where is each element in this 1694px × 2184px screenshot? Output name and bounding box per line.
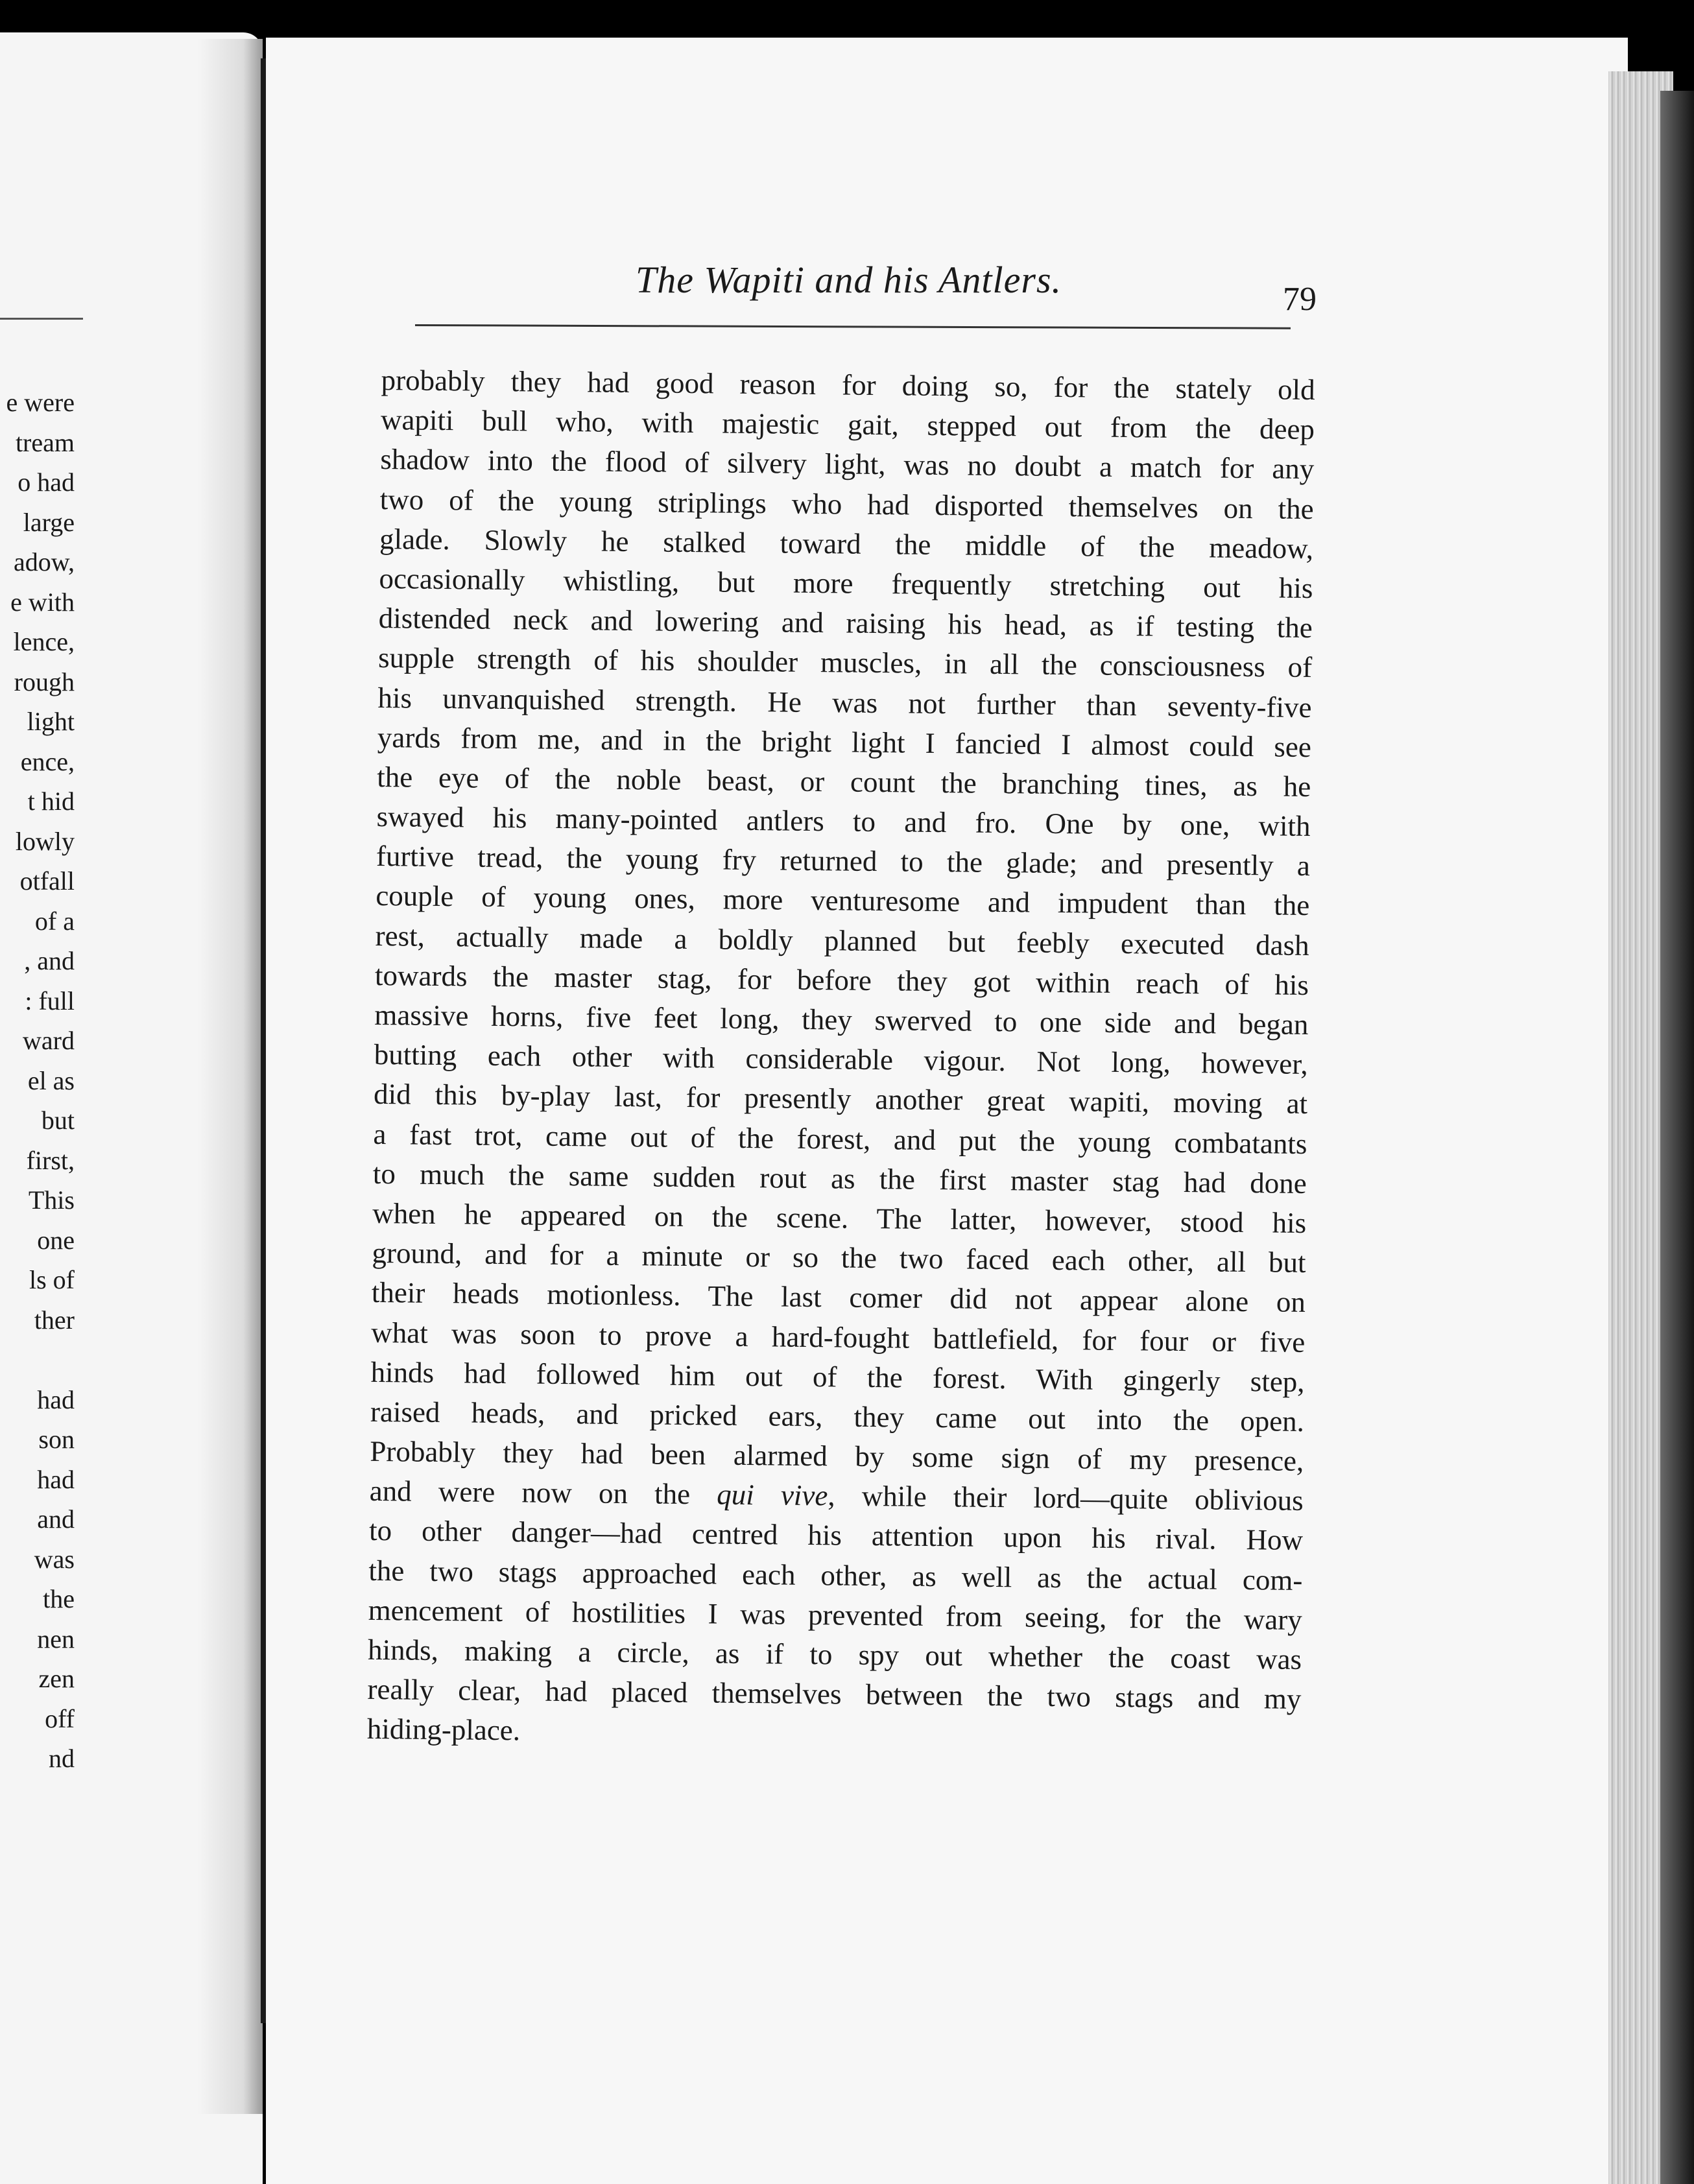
text-line: ground, and for a minute or so the two faced each other, all but bbox=[372, 1237, 1306, 1279]
page-number: 79 bbox=[1283, 281, 1317, 318]
text-line: raised heads, and pricked ears, they came out into the open. bbox=[370, 1395, 1305, 1438]
left-page-fragment: and bbox=[37, 1504, 75, 1534]
text-line: couple of young ones, more venturesome and impudent than the bbox=[376, 879, 1310, 922]
page-edges-shadow bbox=[1660, 91, 1694, 2184]
text-line: probably they had good reason for doing so, for the stately old bbox=[381, 363, 1315, 407]
text-line: the two stags approached each other, as well as the actual com- bbox=[368, 1554, 1303, 1596]
text-line: yards from me, and in the bright light I fancied I almost could see bbox=[377, 720, 1312, 763]
left-page-fragment: lowly bbox=[15, 826, 75, 856]
left-page-fragment: ence, bbox=[20, 746, 75, 776]
text-line: occasionally whistling, but more frequently stretching out his bbox=[379, 562, 1313, 604]
text-line: to much the same sudden rout as the first master stag had done bbox=[372, 1157, 1307, 1200]
book-spine bbox=[261, 58, 266, 2023]
left-page-fragment: large bbox=[23, 507, 75, 537]
text-line: their heads motionless. The last comer did not appear alone on bbox=[371, 1276, 1306, 1319]
left-page-rule bbox=[0, 318, 83, 320]
left-page-fragment: el as bbox=[27, 1065, 75, 1095]
book-gutter bbox=[198, 39, 263, 2114]
text-line: hinds, making a circle, as if to spy out whether the coast was bbox=[367, 1633, 1302, 1676]
text-line: distended neck and lowering and raising his head, as if testing the bbox=[378, 602, 1313, 645]
left-page-fragment: off bbox=[45, 1703, 75, 1733]
text-line: supple strength of his shoulder muscles, in all the consciousness of bbox=[377, 641, 1313, 684]
left-page-fragment: : full bbox=[25, 986, 75, 1015]
left-page-fragment: of a bbox=[34, 906, 75, 936]
text-line: butting each other with considerable vigour. Not long, however, bbox=[374, 1038, 1308, 1081]
left-page-fragment: light bbox=[27, 707, 75, 736]
text-line: when he appeared on the scene. The latter, however, stood his bbox=[372, 1196, 1307, 1239]
italic-phrase: qui vive bbox=[717, 1478, 828, 1512]
text-line: really clear, had placed themselves between the two stags and my bbox=[367, 1673, 1302, 1716]
left-page-fragment: zen bbox=[38, 1664, 75, 1693]
left-page-fragment: nen bbox=[37, 1624, 75, 1654]
text-line: towards the master stag, for before they got within reach of his bbox=[374, 958, 1309, 1001]
text-line: his unvanquished strength. He was not further than seventy-five bbox=[377, 681, 1312, 724]
left-page-fragment: e were bbox=[6, 388, 75, 417]
text-line: wapiti bull who, with majestic gait, stepped out from the deep bbox=[380, 403, 1315, 446]
left-page-fragment: tream bbox=[15, 427, 75, 457]
left-page-fragment: one bbox=[37, 1225, 75, 1255]
text-line: did this by-play last, for presently another great wapiti, moving at bbox=[373, 1078, 1308, 1121]
text-line: the eye of the noble beast, or count the branching tines, as he bbox=[377, 760, 1311, 803]
left-page-fragment: t hid bbox=[27, 787, 75, 816]
text-line: hinds had followed him out of the forest. With gingerly step, bbox=[370, 1355, 1305, 1398]
text-line: shadow into the flood of silvery light, was no doubt a match for any bbox=[380, 443, 1315, 486]
text-line: hiding-place. bbox=[366, 1713, 521, 1747]
left-page-fragment: adow, bbox=[13, 547, 75, 576]
left-page-fragment: had bbox=[37, 1464, 75, 1494]
body-text bbox=[367, 361, 1315, 1759]
text-line: mencement of hostilities I was prevented from seeing, for the wary bbox=[368, 1593, 1303, 1636]
left-page-fragment: e with bbox=[10, 587, 75, 617]
left-page-fragment: the bbox=[43, 1584, 75, 1613]
left-page-fragment: son bbox=[38, 1425, 75, 1454]
left-page-fragment: ther bbox=[34, 1305, 75, 1335]
left-page-fragment: first, bbox=[26, 1145, 75, 1175]
left-page-fragment: o had bbox=[18, 468, 75, 497]
left-page-fragment: This bbox=[28, 1185, 75, 1215]
running-head: The Wapiti and his Antlers. bbox=[636, 259, 1062, 301]
left-page-fragment: nd bbox=[49, 1744, 75, 1773]
left-page-fragment: rough bbox=[14, 667, 75, 696]
text-line: Probably they had been alarmed by some sign of my presence, bbox=[370, 1434, 1304, 1478]
text-line: and were now on the qui vive, while their lord—quite oblivious bbox=[369, 1475, 1304, 1517]
text-line: to other danger—had centred his attention upon his rival. How bbox=[368, 1514, 1304, 1557]
left-page-fragment: ward bbox=[23, 1026, 75, 1055]
left-page-fragment: otfall bbox=[19, 866, 75, 896]
text-line: furtive tread, the young fry returned to the glade; and presently a bbox=[376, 840, 1311, 883]
left-page-fragment bbox=[0, 1340, 75, 1380]
left-page-fragment: but bbox=[41, 1106, 75, 1135]
left-page-fragment: , and bbox=[24, 946, 75, 975]
left-page-fragment: had bbox=[37, 1384, 75, 1414]
text-line: two of the young striplings who had disported themselves on the bbox=[379, 482, 1314, 525]
text-line: what was soon to prove a hard-fought battlefield, for four or five bbox=[371, 1316, 1306, 1359]
text-line: glade. Slowly he stalked toward the middle of the meadow, bbox=[379, 522, 1314, 565]
left-page-fragment: was bbox=[34, 1544, 75, 1574]
left-page-fragment: ls of bbox=[29, 1265, 75, 1294]
left-page-text-fragments bbox=[0, 383, 75, 1779]
left-page-fragment: lence, bbox=[13, 627, 75, 656]
text-line: massive horns, five feet long, they swerved to one side and began bbox=[374, 998, 1309, 1041]
text-line: rest, actually made a boldly planned but feebly executed dash bbox=[375, 919, 1309, 962]
text-line: a fast trot, came out of the forest, and put the young combatants bbox=[373, 1117, 1307, 1160]
text-line: swayed his many-pointed antlers to and fro. One by one, with bbox=[376, 800, 1311, 843]
